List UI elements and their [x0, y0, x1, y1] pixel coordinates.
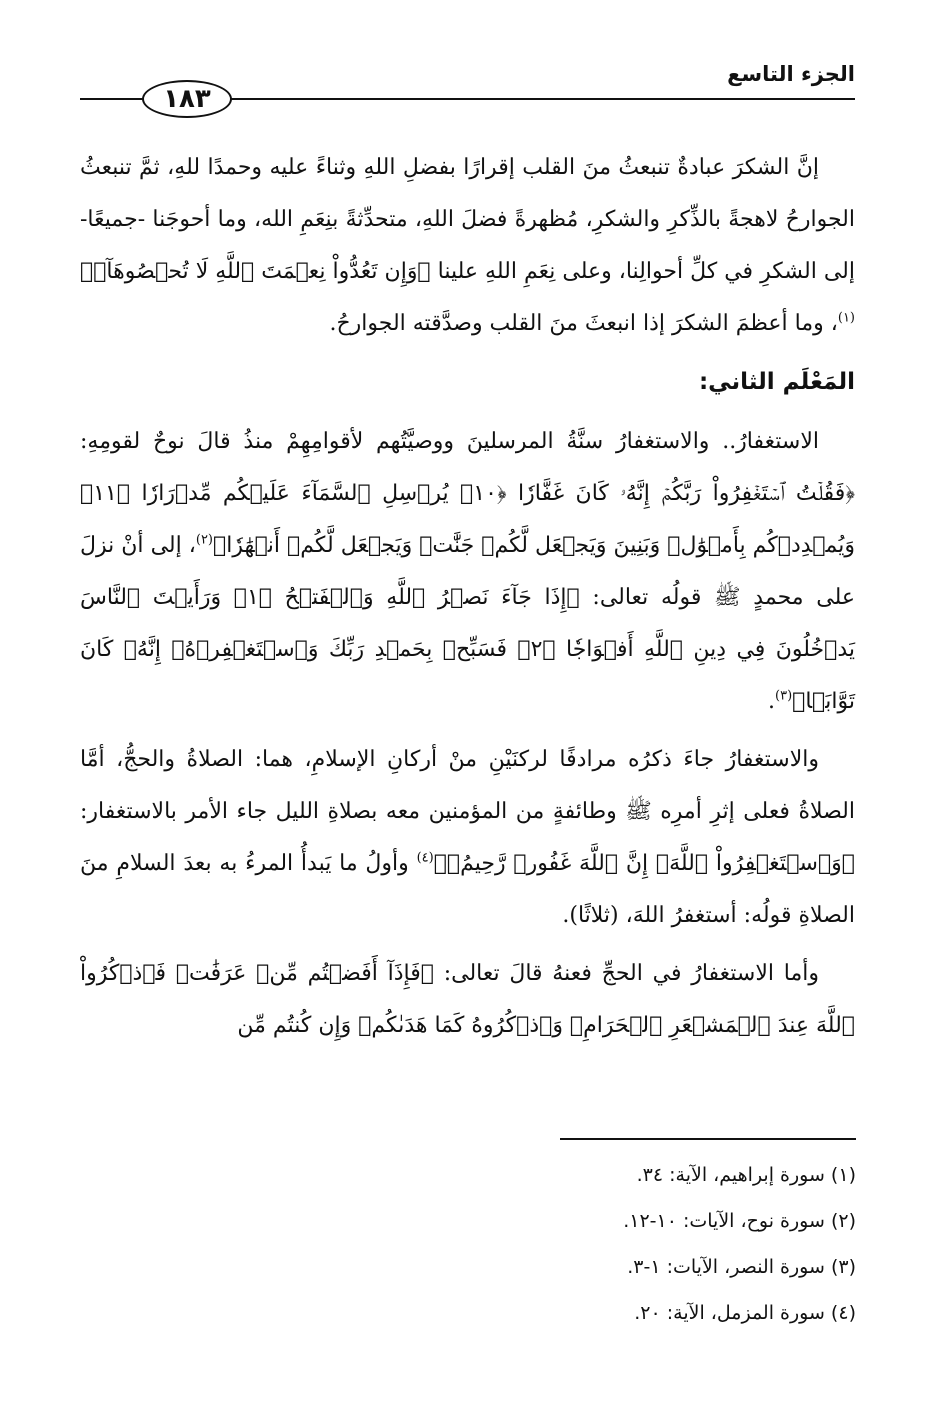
paragraph-text: الاستغفارُ.. والاستغفارُ سنَّةُ المرسلينَ ووصيَّتُهم لأقوامِهِمْ منذُ قالَ نوحٌ لقومِهِ: [80, 429, 819, 454]
footnote-ref: (٣) [775, 688, 793, 704]
footnote-ref: (٢) [195, 532, 213, 548]
paragraph-text: ، وما أعظمَ الشكرَ إذا انبعثَ منَ القلب وصدَّقته الجوارحُ. [329, 311, 838, 336]
paragraph-text: والاستغفارُ جاءَ ذكرُه مرادفًا لركنَيْنِ منْ أركانِ الإسلامِ، هما: الصلاةُ والحجُّ، أمَّا الصلاةُ فعلى إثرِ أمرِه ﷺ وطائفةٍ من المؤمنين معه بصلاةِ الليل جاء الأمر بالاستغفار: [80, 747, 855, 824]
footnote-ref: (٤) [416, 850, 434, 866]
footnotes [256, 1152, 856, 1336]
paragraph-text: وأولُ ما يَبدأُ المرءُ به بعدَ السلامِ منَ الصلاةِ قولُه: أستغفرُ اللهَ، (ثلاثًا). [80, 851, 855, 928]
section-heading: المَعْلَم الثاني: [698, 369, 855, 395]
part-title: الجزء التاسع [727, 62, 855, 86]
paragraph-4 [80, 948, 855, 1052]
footnote-ref: (١) [837, 310, 855, 326]
paragraph-2 [80, 416, 855, 728]
paragraph-text: إنَّ الشكرَ عبادةٌ تنبعثُ منَ القلب إقرارًا بفضلِ اللهِ وثناءً عليه وحمدًا للهِ، ثمَّ تنبعثُ الجوارحُ لاهجةً بالذِّكرِ والشكرِ، مُظهرةً فضلَ اللهِ، متحدِّثةً بنِعَمِ الله، وما أحوجَنا -جميعًا- إلى الشكرِ في كلِّ أحوالِنا، وعلى نِعَمِ اللهِ علينا [80, 155, 855, 284]
footnote-divider [560, 1138, 856, 1140]
paragraph-1 [80, 142, 855, 350]
footnote-item: (٣) سورة النصر، الآيات: ١-٣. [627, 1256, 856, 1278]
paragraph-text: ، إلى أنْ نزلَ على محمدٍ ﷺ قولُه تعالى: [80, 533, 855, 610]
footnote-item: (٢) سورة نوح، الآيات: ١٠-١٢. [623, 1210, 856, 1232]
footnote-item: (٤) سورة المزمل، الآية: ٢٠. [634, 1302, 856, 1324]
page-header [80, 58, 855, 128]
quran-verse: ﴿وَإِن تَعُدُّواْ نِعۡمَتَ ٱللَّهِ لَا تُحۡصُوهَآۗ﴾ [80, 259, 431, 284]
paragraph-3 [80, 734, 855, 942]
paragraph-text: وأما الاستغفارُ في الحجِّ فعنهُ قالَ تعالى: [443, 961, 819, 986]
paragraph-text: . [768, 689, 776, 714]
quran-verse: ﴿فَإِذَآ أَفَضۡتُم مِّنۡ عَرَفَٰتٖ فَٱذۡكُرُواْ ٱللَّهَ عِندَ ٱلۡمَشۡعَرِ ٱلۡحَرَامِۖ وَٱذۡكُرُوهُ كَمَا هَدَىٰكُمۡ وَإِن كُنتُم مِّن [80, 961, 855, 1038]
quran-verse: ﴿إِذَا جَآءَ نَصۡرُ ٱللَّهِ وَٱلۡفَتۡحُ ﴿١﴾ وَرَأَيۡتَ ٱلنَّاسَ يَدۡخُلُونَ فِي دِينِ ٱللَّهِ أَفۡوَاجٗا ﴿٢﴾ فَسَبِّحۡ بِحَمۡدِ رَبِّكَ وَٱسۡتَغۡفِرۡهُۚ إِنَّهُۥ كَانَ تَوَّابَۢا﴾ [80, 585, 855, 714]
quran-verse: ﴿فَقُلۡتُ ٱسۡتَغۡفِرُواْ رَبَّكُمۡ إِنَّهُۥ كَانَ غَفَّارٗا ﴿١٠﴾ يُرۡسِلِ ٱلسَّمَآءَ عَلَيۡكُم مِّدۡرَارٗا ﴿١١﴾ وَيُمۡدِدۡكُم بِأَمۡوَٰلٖ وَبَنِينَ وَيَجۡعَل لَّكُمۡ جَنَّٰتٖ وَيَجۡعَل لَّكُمۡ أَنۡهَٰرٗا﴾ [80, 481, 856, 558]
page-number: ١٨٣ [142, 80, 232, 118]
quran-verse: ﴿وَٱسۡتَغۡفِرُواْ ٱللَّهَۖ إِنَّ ٱللَّهَ غَفُورٞ رَّحِيمُۢ﴾ [433, 851, 855, 876]
footnote-item: (١) سورة إبراهيم، الآية: ٣٤. [636, 1164, 856, 1186]
page-body [80, 142, 855, 1052]
